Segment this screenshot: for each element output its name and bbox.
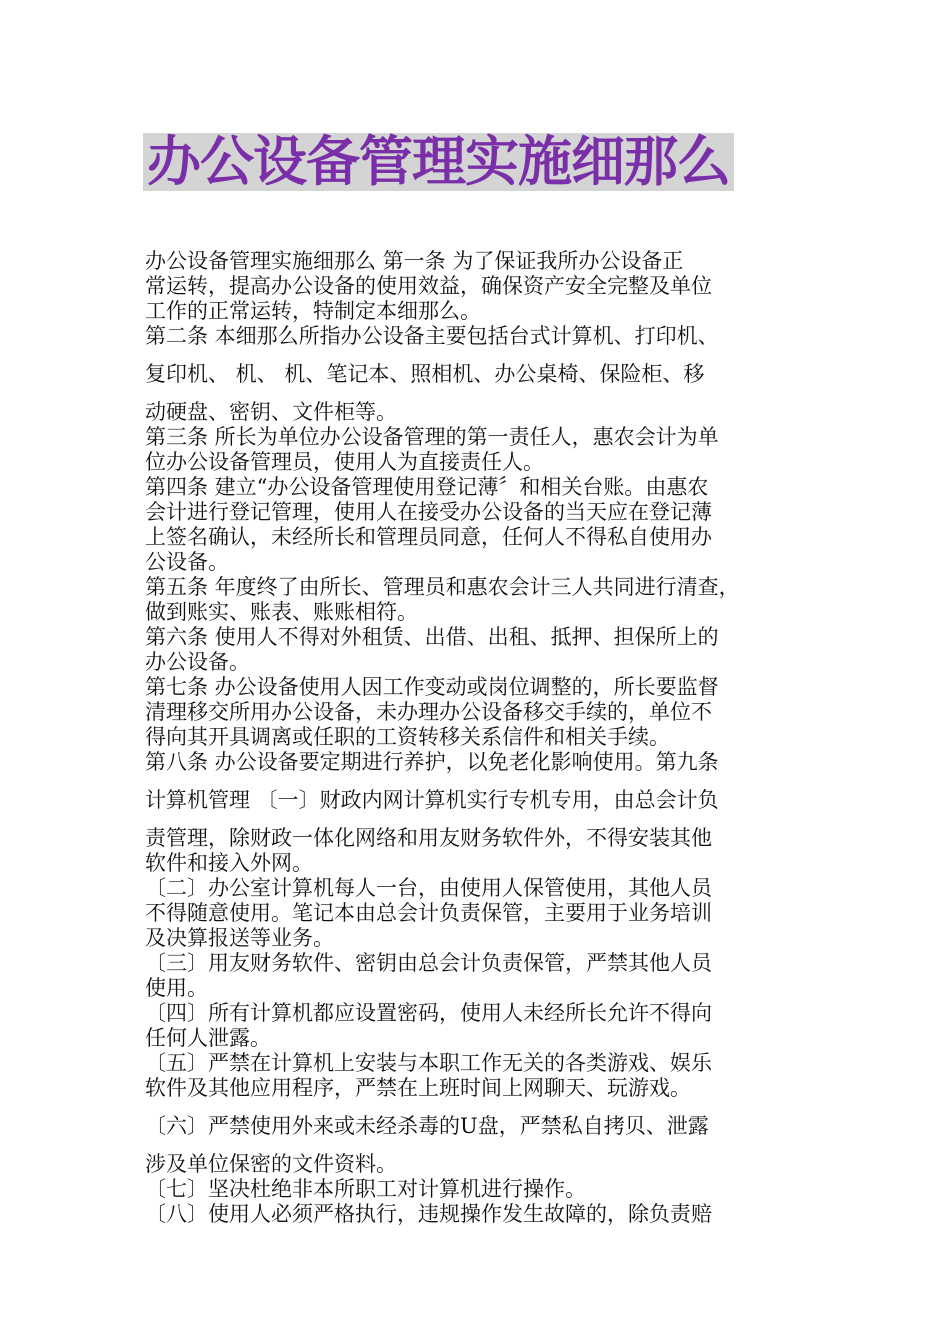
text-line: 第三条 所长为单位办公设备管理的第一责任人，惠农会计为单	[145, 425, 719, 449]
text-line: 第二条 本细那么所指办公设备主要包括台式计算机、打印机、	[145, 324, 719, 348]
text-line: 〔三〕用友财务软件、密钥由总会计负责保管，严禁其他人员	[145, 951, 712, 975]
text-line: 软件及其他应用程序，严禁在上班时间上网聊天、玩游戏。	[145, 1076, 691, 1100]
text-line: 清理移交所用办公设备，未办理办公设备移交手续的，单位不	[145, 700, 712, 724]
text-line: 位办公设备管理员，使用人为直接责任人。	[145, 450, 544, 474]
text-line: 〔二〕办公室计算机每人一台，由使用人保管使用，其他人员	[145, 876, 712, 900]
text-line: 计算机管理 〔一〕财政内网计算机实行专机专用，由总会计负	[145, 788, 719, 812]
text-line: 〔六〕严禁使用外来或未经杀毒的U盘，严禁私自拷贝、泄露	[145, 1114, 709, 1138]
text-line: 〔四〕所有计算机都应设置密码，使用人未经所长允许不得向	[145, 1001, 712, 1025]
text-line: 常运转，提高办公设备的使用效益，确保资产安全完整及单位	[145, 274, 712, 298]
text-line: 上签名确认，未经所长和管理员同意，任何人不得私自使用办	[145, 525, 712, 549]
text-line: 第八条 办公设备要定期进行养护，以免老化影响使用。第九条	[145, 750, 719, 774]
text-line: 〔五〕严禁在计算机上安装与本职工作无关的各类游戏、娱乐	[145, 1051, 712, 1075]
text-line: 第五条 年度终了由所长、管理员和惠农会计三人共同进行清查，	[145, 575, 740, 599]
text-line: 动硬盘、密钥、文件柜等。	[145, 400, 397, 424]
text-line: 第四条 建立“办公设备管理使用登记薄〞和相关台账。由惠农	[145, 475, 709, 499]
text-line: 及决算报送等业务。	[145, 926, 334, 950]
text-line: 复印机、 机、 机、笔记本、照相机、办公桌椅、保险柜、移	[145, 362, 705, 386]
text-line: 不得随意使用。笔记本由总会计负责保管，主要用于业务培训	[145, 901, 712, 925]
text-line: 得向其开具调离或任职的工资转移关系信件和相关手续。	[145, 725, 670, 749]
text-line: 公设备。	[145, 550, 229, 574]
text-line: 使用。	[145, 976, 208, 1000]
text-line: 工作的正常运转，特制定本细那么。	[145, 299, 481, 323]
document-title: 办公设备管理实施细那么	[143, 133, 734, 191]
text-line: 做到账实、账表、账账相符。	[145, 600, 418, 624]
text-line: 〔八〕使用人必须严格执行，违规操作发生故障的，除负责赔	[145, 1202, 712, 1226]
text-line: 〔七〕坚决杜绝非本所职工对计算机进行操作。	[145, 1177, 586, 1201]
text-line: 第七条 办公设备使用人因工作变动或岗位调整的，所长要监督	[145, 675, 719, 699]
text-line: 会计进行登记管理，使用人在接受办公设备的当天应在登记薄	[145, 500, 712, 524]
text-line: 软件和接入外网。	[145, 851, 313, 875]
text-line: 第六条 使用人不得对外租赁、出借、出租、抵押、担保所上的	[145, 625, 719, 649]
text-line: 责管理，除财政一体化网络和用友财务软件外，不得安装其他	[145, 826, 712, 850]
text-line: 办公设备。	[145, 650, 250, 674]
text-line: 任何人泄露。	[145, 1026, 271, 1050]
text-line: 涉及单位保密的文件资料。	[145, 1152, 397, 1176]
text-line: 办公设备管理实施细那么 第一条 为了保证我所办公设备正	[145, 249, 684, 273]
